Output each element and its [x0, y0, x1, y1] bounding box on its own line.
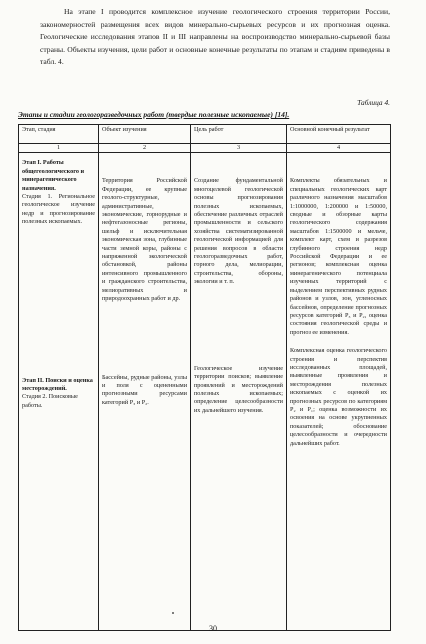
stage-cell	[19, 153, 99, 631]
table-row	[19, 153, 391, 631]
stage1-stage: Стадия 1. Региональное геологическое изучение недр и прогнозирование полезных ископаемых.	[22, 193, 95, 226]
goal-cell	[191, 153, 287, 631]
stage2-object: Бассейны, рудные районы, узлы и поля с оцененными прогнозными ресурсами категорий P₃ и P₂.	[102, 373, 187, 406]
col-number-3: 3	[191, 144, 287, 153]
stage2-result: Комплексная оценка геологического строения и перспектив исследованных площадей, выявленные проявления и месторождения полезных ископаемых с оценкой их прогнозных ресурсов по категориям P₂ и P₁; оценка возможности их освоения на основе укрупненных показателей; обоснование целесообразности и очередности дальнейших работ.	[290, 347, 387, 447]
table-title	[18, 110, 418, 119]
object-cell	[99, 153, 191, 631]
table-title-emph: (твердые полезные ископаемые) [14].	[165, 110, 290, 119]
intro-paragraph: На этапе I проводится комплексное изучение геологического строения территории России, закономерностей размещения всех видов минерально-сырьевых ресурсов и их прогнозная оценка. Геологические исследования этапов II и III направлены на воспроизводство минерально-сырьевой базы страны. Объекты изучения, цели работ и основные конечные результаты по этапам и стадиям приведены в табл. 4.	[40, 7, 390, 67]
page-number: 30	[209, 624, 217, 633]
col-number-2: 2	[99, 144, 191, 153]
scan-speck	[172, 612, 174, 614]
column-number-row	[19, 144, 391, 153]
stage1-title: Этап I. Работы общегеологического и минерагенического назначения.	[22, 159, 85, 192]
header-result: Основной конечный результат	[287, 125, 391, 144]
stages-table	[18, 124, 391, 631]
stage2-title: Этап II. Поиски и оценка месторождений.	[22, 376, 93, 393]
header-stage: Этап, стадия	[19, 125, 99, 144]
table-title-prefix: Этапы и стадии геологоразведочных работ	[18, 110, 166, 119]
col-number-4: 4	[287, 144, 391, 153]
table-header-row	[19, 125, 391, 144]
table-caption: Таблица 4.	[357, 98, 390, 107]
stage1-object: Территория Российской Федерации, ее крупные геолого-структурные, административные, экономические, горнорудные и нефтегазоносные регионы, шельф и исключительная экономическая зона, глубинные части земной коры, районы с напряженной экологической обстановкой, районы интенсивного промышленного и гражданского строительства, мелиоративных и природоохранных работ и др.	[102, 177, 187, 303]
col-number-1: 1	[19, 144, 99, 153]
header-goal: Цель работ	[191, 125, 287, 144]
stage2-stage: Стадия 2. Поисковые работы.	[22, 393, 78, 409]
header-object: Объект изучения	[99, 125, 191, 144]
result-cell	[287, 153, 391, 631]
stage1-result: Комплекты обязательных и специальных геологических карт различного назначения масштабов 1:1000000, 1:200000 и 1:50000, сводные и обзорные карты геологического содержания масштабов 1:1500000 и мельче, комплект карт, схем и разрезов глубинного строения недр Российской Федерации и ее регионов; комплексная оценка минерагенического потенциала изученных территорий с выделением перспективных рудных районов и узлов, зон, угленосных бассейнов, определение прогнозных ресурсов категорий P₃ и P₂, оценка состояния геологической среды и прогноз ее изменения.	[290, 177, 387, 336]
stage1-goal: Создание фундаментальной многоцелевой геологической основы прогнозирования полезных ископаемых, обеспечение различных отраслей промышленности и сельского хозяйства систематизированной геологической информацией для решения вопросов в области геологоразведочных работ, горного дела, мелиорации, строительства, обороны, экологии и т. п.	[194, 177, 283, 286]
stage2-goal: Геологическое изучение территории поисков; выявление проявлений и месторождений полезных ископаемых; определение целесообразности их дальнейшего изучения.	[194, 364, 283, 414]
